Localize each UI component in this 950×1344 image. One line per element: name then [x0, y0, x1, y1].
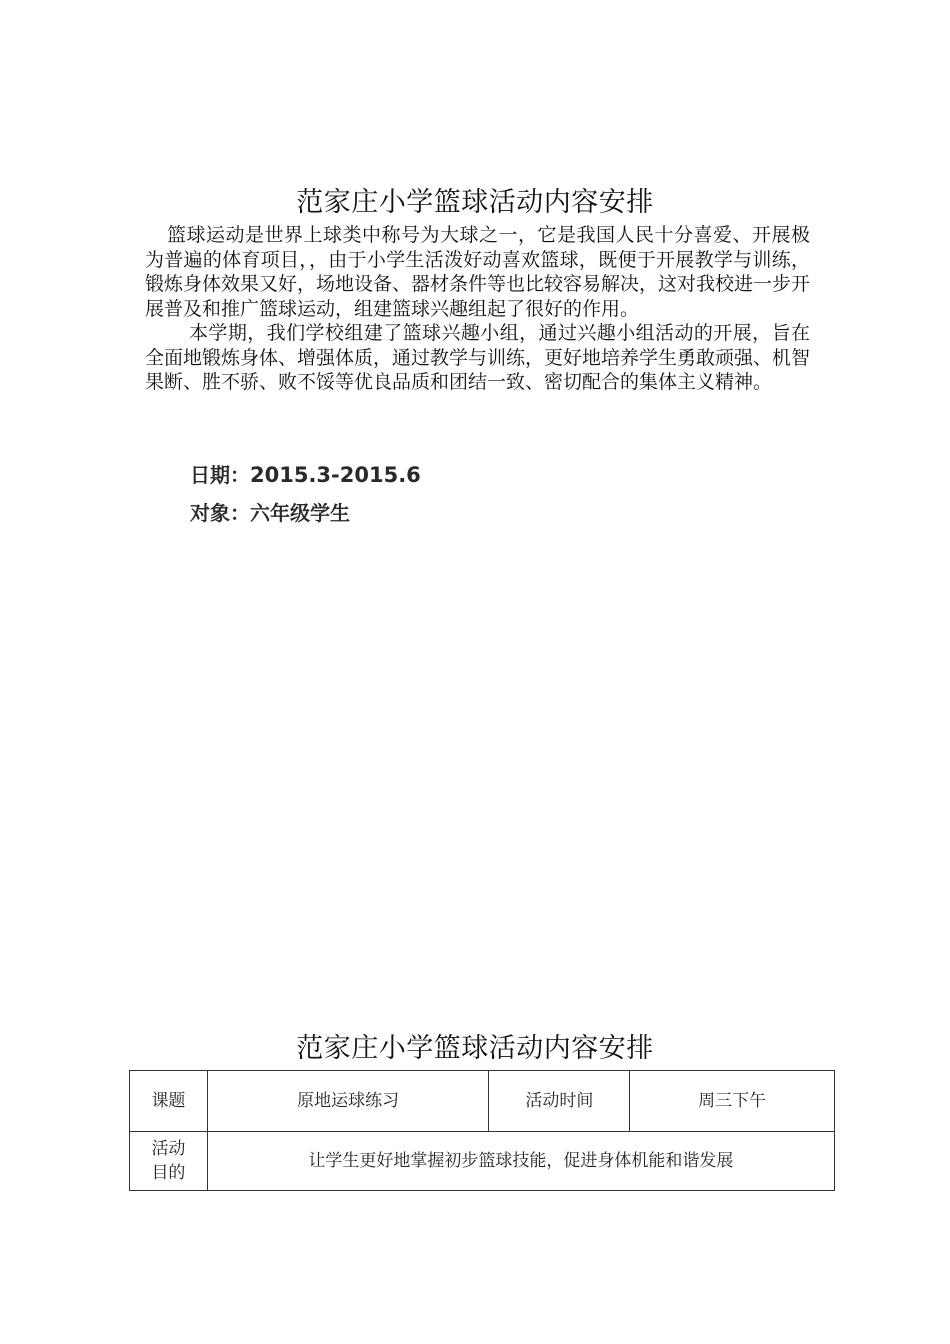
time-value-cell: 周三下午 [630, 1071, 835, 1132]
date-value: 2015.3-2015.6 [250, 463, 421, 487]
target-label: 对象： [190, 501, 250, 525]
date-label: 日期： [190, 463, 250, 487]
table-row [130, 1071, 835, 1132]
intro-paragraph-1: 篮球运动是世界上球类中称号为大球之一，它是我国人民十分喜爱、开展极为普遍的体育项目，，由于小学生活泼好动喜欢篮球，既便于开展教学与训练，锻炼身体效果又好，场地设备、器材条件等也比较容易解决，这对我校进一步开展普及和推广篮球运动，组建篮球兴趣组起了很好的作用。 [145, 224, 811, 320]
topic-label-cell: 课题 [130, 1071, 208, 1132]
schedule-table [129, 1070, 835, 1191]
time-label-cell: 活动时间 [489, 1071, 630, 1132]
purpose-label-line-2: 目的 [151, 1163, 186, 1183]
date-line [190, 459, 421, 488]
purpose-value-cell: 让学生更好地掌握初步篮球技能，促进身体机能和谐发展 [207, 1132, 834, 1191]
table-row [130, 1132, 835, 1191]
schedule-title: 范家庄小学篮球活动内容安排 [296, 1033, 654, 1064]
target-line [190, 497, 350, 526]
purpose-label-cell [130, 1132, 208, 1191]
intro-paragraph-2: 本学期，我们学校组建了篮球兴趣小组，通过兴趣小组活动的开展，旨在全面地锻炼身体、增强体质，通过教学与训练，更好地培养学生勇敢顽强、机智果断、胜不骄、败不馁等优良品质和团结一致、密切配合的集体主义精神。 [145, 322, 811, 393]
page-title: 范家庄小学篮球活动内容安排 [296, 187, 654, 218]
target-value: 六年级学生 [250, 501, 350, 525]
topic-value-cell: 原地运球练习 [207, 1071, 489, 1132]
purpose-label-line-1: 活动 [151, 1139, 186, 1159]
intro-text [145, 223, 810, 395]
